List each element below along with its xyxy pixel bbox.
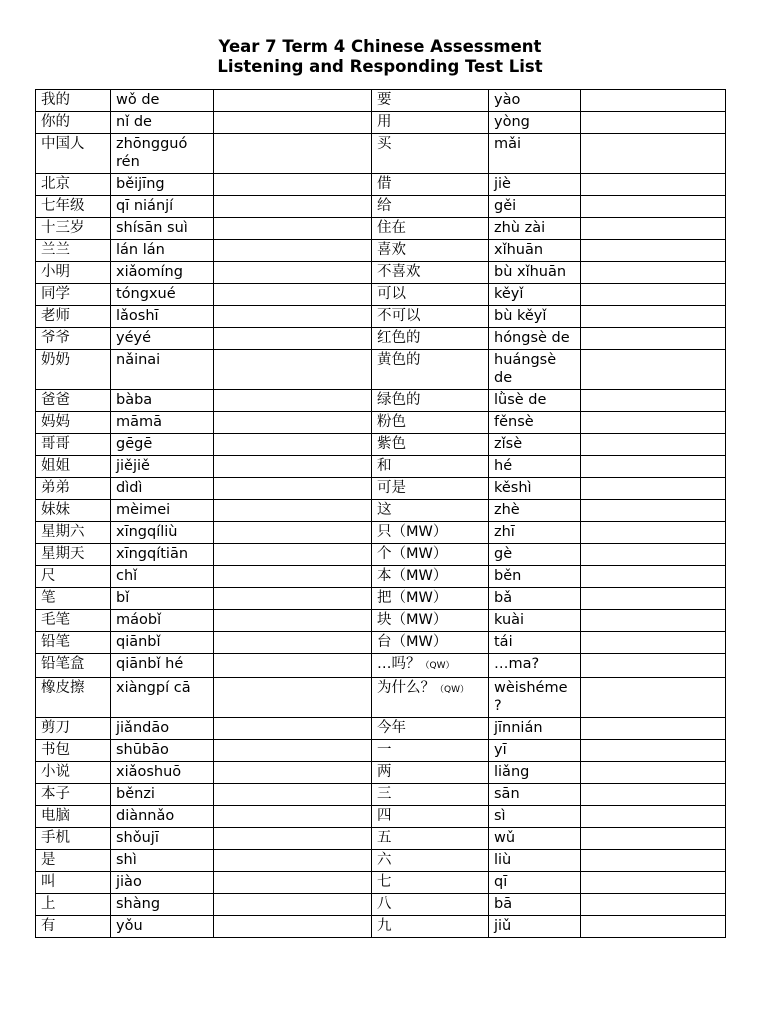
- pinyin-cell: shǒujī: [111, 828, 214, 850]
- pinyin-cell: mèimei: [111, 500, 214, 522]
- pinyin-cell: qī niánjí: [111, 196, 214, 218]
- pinyin-cell: jīnnián: [489, 718, 581, 740]
- hanzi-cell: 中国人: [36, 134, 111, 174]
- table-row: [36, 90, 726, 112]
- table-row: [36, 806, 726, 828]
- answer-cell[interactable]: [214, 916, 372, 938]
- pinyin-cell: wǔ: [489, 828, 581, 850]
- hanzi-cell: 红色的: [372, 328, 489, 350]
- answer-cell[interactable]: [214, 806, 372, 828]
- hanzi-cell: 八: [372, 894, 489, 916]
- pinyin-cell: kuài: [489, 610, 581, 632]
- hanzi-cell: 毛笔: [36, 610, 111, 632]
- pinyin-cell: xīngqítiān: [111, 544, 214, 566]
- hanzi-cell: 不可以: [372, 306, 489, 328]
- pinyin-cell: bù kěyǐ: [489, 306, 581, 328]
- answer-cell[interactable]: [214, 740, 372, 762]
- answer-cell[interactable]: [214, 196, 372, 218]
- hanzi-cell: 个（MW）: [372, 544, 489, 566]
- pinyin-cell: kěshì: [489, 478, 581, 500]
- table-row: [36, 740, 726, 762]
- pinyin-cell: nǎinai: [111, 350, 214, 390]
- pinyin-cell: zhī: [489, 522, 581, 544]
- table-row: [36, 134, 726, 174]
- pinyin-cell: hóngsè de: [489, 328, 581, 350]
- answer-cell[interactable]: [581, 806, 726, 828]
- pinyin-cell: yī: [489, 740, 581, 762]
- table-row: [36, 390, 726, 412]
- hanzi-cell: 一: [372, 740, 489, 762]
- table-row: [36, 654, 726, 678]
- pinyin-cell: lán lán: [111, 240, 214, 262]
- hanzi-cell: 电脑: [36, 806, 111, 828]
- pinyin-cell: bǎ: [489, 588, 581, 610]
- hanzi-cell: 老师: [36, 306, 111, 328]
- pinyin-cell: zhù zài: [489, 218, 581, 240]
- table-row: [36, 434, 726, 456]
- hanzi-cell: 笔: [36, 588, 111, 610]
- hanzi-cell: 今年: [372, 718, 489, 740]
- hanzi-cell: 书包: [36, 740, 111, 762]
- hanzi-cell: 北京: [36, 174, 111, 196]
- pinyin-cell: māmā: [111, 412, 214, 434]
- answer-cell[interactable]: [581, 718, 726, 740]
- pinyin-cell: lǜsè de: [489, 390, 581, 412]
- answer-cell[interactable]: [214, 522, 372, 544]
- table-row: [36, 262, 726, 284]
- table-row: [36, 218, 726, 240]
- vocabulary-table: [35, 89, 726, 938]
- table-row: [36, 544, 726, 566]
- pinyin-cell: jiè: [489, 174, 581, 196]
- pinyin-cell: wèishéme ?: [489, 678, 581, 718]
- answer-cell[interactable]: [214, 678, 372, 718]
- answer-cell[interactable]: [581, 740, 726, 762]
- hanzi-cell: [372, 678, 489, 718]
- answer-cell[interactable]: [581, 112, 726, 134]
- table-row: [36, 478, 726, 500]
- table-row: [36, 850, 726, 872]
- answer-cell[interactable]: [214, 350, 372, 390]
- table-row: [36, 240, 726, 262]
- answer-cell[interactable]: [214, 828, 372, 850]
- hanzi-cell: 可是: [372, 478, 489, 500]
- answer-cell[interactable]: [214, 112, 372, 134]
- table-row: [36, 588, 726, 610]
- hanzi-cell: 星期天: [36, 544, 111, 566]
- hanzi-cell: 买: [372, 134, 489, 174]
- answer-cell[interactable]: [214, 390, 372, 412]
- table-row: [36, 328, 726, 350]
- hanzi-cell: 是: [36, 850, 111, 872]
- pinyin-cell: bàba: [111, 390, 214, 412]
- pinyin-cell: běnzi: [111, 784, 214, 806]
- table-row: [36, 456, 726, 478]
- answer-cell[interactable]: [581, 762, 726, 784]
- pinyin-cell: xiàngpí cā: [111, 678, 214, 718]
- answer-cell[interactable]: [214, 872, 372, 894]
- table-row: [36, 828, 726, 850]
- table-row: [36, 762, 726, 784]
- table-row: [36, 678, 726, 718]
- hanzi-cell: 尺: [36, 566, 111, 588]
- answer-cell[interactable]: [214, 218, 372, 240]
- pinyin-cell: shàng: [111, 894, 214, 916]
- answer-cell[interactable]: [581, 456, 726, 478]
- hanzi-cell: 块（MW）: [372, 610, 489, 632]
- pinyin-cell: běijīng: [111, 174, 214, 196]
- hanzi-cell: [372, 654, 489, 678]
- hanzi-cell: 本子: [36, 784, 111, 806]
- answer-cell[interactable]: [214, 240, 372, 262]
- answer-cell[interactable]: [581, 828, 726, 850]
- pinyin-cell: lǎoshī: [111, 306, 214, 328]
- answer-cell[interactable]: [581, 174, 726, 196]
- hanzi-cell: 哥哥: [36, 434, 111, 456]
- hanzi-cell: 小明: [36, 262, 111, 284]
- answer-cell[interactable]: [581, 262, 726, 284]
- hanzi-cell: 四: [372, 806, 489, 828]
- pinyin-cell: gēgē: [111, 434, 214, 456]
- hanzi-cell: 七年级: [36, 196, 111, 218]
- hanzi-cell: 借: [372, 174, 489, 196]
- vocabulary-table-body: [36, 90, 726, 938]
- pinyin-cell: gěi: [489, 196, 581, 218]
- hanzi-cell: 紫色: [372, 434, 489, 456]
- pinyin-cell: mǎi: [489, 134, 581, 174]
- pinyin-cell: qiānbǐ: [111, 632, 214, 654]
- pinyin-cell: …ma?: [489, 654, 581, 678]
- pinyin-cell: zhōngguó rén: [111, 134, 214, 174]
- answer-cell[interactable]: [581, 916, 726, 938]
- answer-cell[interactable]: [214, 306, 372, 328]
- table-row: [36, 112, 726, 134]
- hanzi-cell: 橡皮擦: [36, 678, 111, 718]
- answer-cell[interactable]: [214, 478, 372, 500]
- hanzi-cell: 妈妈: [36, 412, 111, 434]
- hanzi-cell: 爷爷: [36, 328, 111, 350]
- table-row: [36, 174, 726, 196]
- hanzi-cell: 铅笔: [36, 632, 111, 654]
- hanzi-cell: 只（MW）: [372, 522, 489, 544]
- pinyin-cell: bù xǐhuān: [489, 262, 581, 284]
- pinyin-cell: xīngqíliù: [111, 522, 214, 544]
- table-row: [36, 894, 726, 916]
- answer-cell[interactable]: [581, 306, 726, 328]
- hanzi-cell: 姐姐: [36, 456, 111, 478]
- hanzi-cell: 把（MW）: [372, 588, 489, 610]
- answer-cell[interactable]: [581, 678, 726, 718]
- answer-cell[interactable]: [214, 328, 372, 350]
- hanzi-cell: 五: [372, 828, 489, 850]
- hanzi-cell: 奶奶: [36, 350, 111, 390]
- pinyin-cell: wǒ de: [111, 90, 214, 112]
- hanzi-cell: 你的: [36, 112, 111, 134]
- pinyin-cell: zhè: [489, 500, 581, 522]
- answer-cell[interactable]: [214, 632, 372, 654]
- pinyin-cell: bǐ: [111, 588, 214, 610]
- pinyin-cell: diànnǎo: [111, 806, 214, 828]
- pinyin-cell: chǐ: [111, 566, 214, 588]
- hanzi-cell: 同学: [36, 284, 111, 306]
- hanzi-cell: 这: [372, 500, 489, 522]
- hanzi-cell: 要: [372, 90, 489, 112]
- pinyin-cell: máobǐ: [111, 610, 214, 632]
- answer-cell[interactable]: [581, 588, 726, 610]
- hanzi-cell: 绿色的: [372, 390, 489, 412]
- hanzi-cell: 两: [372, 762, 489, 784]
- answer-cell[interactable]: [581, 412, 726, 434]
- answer-cell[interactable]: [214, 262, 372, 284]
- table-row: [36, 784, 726, 806]
- answer-cell[interactable]: [581, 522, 726, 544]
- hanzi-cell: 住在: [372, 218, 489, 240]
- answer-cell[interactable]: [581, 632, 726, 654]
- answer-cell[interactable]: [581, 784, 726, 806]
- pinyin-cell: qiānbǐ hé: [111, 654, 214, 678]
- answer-cell[interactable]: [581, 544, 726, 566]
- hanzi-cell: 用: [372, 112, 489, 134]
- pinyin-cell: sì: [489, 806, 581, 828]
- answer-cell[interactable]: [214, 284, 372, 306]
- hanzi-cell: 九: [372, 916, 489, 938]
- answer-cell[interactable]: [581, 872, 726, 894]
- pinyin-cell: shūbāo: [111, 740, 214, 762]
- answer-cell[interactable]: [214, 718, 372, 740]
- answer-cell[interactable]: [581, 894, 726, 916]
- answer-cell[interactable]: [214, 610, 372, 632]
- answer-cell[interactable]: [214, 134, 372, 174]
- answer-cell[interactable]: [581, 850, 726, 872]
- pinyin-cell: sān: [489, 784, 581, 806]
- hanzi-cell: 叫: [36, 872, 111, 894]
- answer-cell[interactable]: [214, 174, 372, 196]
- hanzi-text: …吗？: [377, 656, 421, 672]
- answer-cell[interactable]: [581, 240, 726, 262]
- table-row: [36, 522, 726, 544]
- hanzi-cell: 台（MW）: [372, 632, 489, 654]
- answer-cell[interactable]: [581, 196, 726, 218]
- table-row: [36, 284, 726, 306]
- question-word-tag: （QW）: [420, 661, 455, 671]
- hanzi-cell: 铅笔盒: [36, 654, 111, 678]
- answer-cell[interactable]: [214, 588, 372, 610]
- pinyin-cell: shì: [111, 850, 214, 872]
- hanzi-cell: 六: [372, 850, 489, 872]
- pinyin-cell: hé: [489, 456, 581, 478]
- answer-cell[interactable]: [581, 90, 726, 112]
- answer-cell[interactable]: [214, 654, 372, 678]
- answer-cell[interactable]: [214, 894, 372, 916]
- table-row: [36, 916, 726, 938]
- hanzi-cell: 黄色的: [372, 350, 489, 390]
- pinyin-cell: zǐsè: [489, 434, 581, 456]
- hanzi-cell: 小说: [36, 762, 111, 784]
- hanzi-cell: 爸爸: [36, 390, 111, 412]
- answer-cell[interactable]: [581, 284, 726, 306]
- answer-cell[interactable]: [214, 784, 372, 806]
- answer-cell[interactable]: [214, 412, 372, 434]
- answer-cell[interactable]: [581, 566, 726, 588]
- pinyin-cell: jiào: [111, 872, 214, 894]
- pinyin-cell: jiǔ: [489, 916, 581, 938]
- hanzi-cell: 弟弟: [36, 478, 111, 500]
- table-row: [36, 500, 726, 522]
- table-row: [36, 718, 726, 740]
- answer-cell[interactable]: [581, 434, 726, 456]
- answer-cell[interactable]: [214, 762, 372, 784]
- hanzi-cell: 剪刀: [36, 718, 111, 740]
- table-row: [36, 610, 726, 632]
- answer-cell[interactable]: [214, 500, 372, 522]
- pinyin-cell: xiǎoshuō: [111, 762, 214, 784]
- pinyin-cell: tóngxué: [111, 284, 214, 306]
- hanzi-cell: 喜欢: [372, 240, 489, 262]
- answer-cell[interactable]: [581, 654, 726, 678]
- table-row: [36, 196, 726, 218]
- answer-cell[interactable]: [581, 478, 726, 500]
- answer-cell[interactable]: [214, 90, 372, 112]
- hanzi-cell: 我的: [36, 90, 111, 112]
- pinyin-cell: dìdì: [111, 478, 214, 500]
- hanzi-cell: 有: [36, 916, 111, 938]
- answer-cell[interactable]: [214, 544, 372, 566]
- answer-cell[interactable]: [581, 134, 726, 174]
- answer-cell[interactable]: [581, 610, 726, 632]
- hanzi-cell: 星期六: [36, 522, 111, 544]
- answer-cell[interactable]: [214, 850, 372, 872]
- hanzi-cell: 十三岁: [36, 218, 111, 240]
- pinyin-cell: jiějiě: [111, 456, 214, 478]
- hanzi-cell: 兰兰: [36, 240, 111, 262]
- answer-cell[interactable]: [581, 390, 726, 412]
- pinyin-cell: shísān suì: [111, 218, 214, 240]
- hanzi-cell: 三: [372, 784, 489, 806]
- pinyin-cell: liù: [489, 850, 581, 872]
- pinyin-cell: xǐhuān: [489, 240, 581, 262]
- answer-cell[interactable]: [214, 566, 372, 588]
- pinyin-cell: jiǎndāo: [111, 718, 214, 740]
- hanzi-cell: 和: [372, 456, 489, 478]
- pinyin-cell: tái: [489, 632, 581, 654]
- pinyin-cell: qī: [489, 872, 581, 894]
- pinyin-cell: liǎng: [489, 762, 581, 784]
- title-line-2: Listening and Responding Test List: [217, 57, 543, 76]
- title-line-1: Year 7 Term 4 Chinese Assessment: [218, 37, 542, 56]
- table-row: [36, 872, 726, 894]
- hanzi-cell: 粉色: [372, 412, 489, 434]
- hanzi-cell: 不喜欢: [372, 262, 489, 284]
- answer-cell[interactable]: [581, 500, 726, 522]
- pinyin-cell: yào: [489, 90, 581, 112]
- pinyin-cell: kěyǐ: [489, 284, 581, 306]
- hanzi-cell: 本（MW）: [372, 566, 489, 588]
- hanzi-cell: 手机: [36, 828, 111, 850]
- answer-cell[interactable]: [581, 350, 726, 390]
- answer-cell[interactable]: [214, 434, 372, 456]
- answer-cell[interactable]: [581, 328, 726, 350]
- hanzi-cell: 可以: [372, 284, 489, 306]
- answer-cell[interactable]: [581, 218, 726, 240]
- pinyin-cell: yéyé: [111, 328, 214, 350]
- hanzi-cell: 妹妹: [36, 500, 111, 522]
- pinyin-cell: běn: [489, 566, 581, 588]
- pinyin-cell: yòng: [489, 112, 581, 134]
- table-row: [36, 632, 726, 654]
- hanzi-cell: 七: [372, 872, 489, 894]
- table-row: [36, 306, 726, 328]
- table-row: [36, 350, 726, 390]
- question-word-tag: （QW）: [435, 685, 469, 695]
- pinyin-cell: fěnsè: [489, 412, 581, 434]
- pinyin-cell: nǐ de: [111, 112, 214, 134]
- page-title: [0, 37, 760, 77]
- pinyin-cell: gè: [489, 544, 581, 566]
- pinyin-cell: huángsè de: [489, 350, 581, 390]
- hanzi-cell: 上: [36, 894, 111, 916]
- answer-cell[interactable]: [214, 456, 372, 478]
- table-row: [36, 566, 726, 588]
- pinyin-cell: xiǎomíng: [111, 262, 214, 284]
- hanzi-text: 为什么？: [377, 680, 435, 696]
- table-row: [36, 412, 726, 434]
- pinyin-cell: bā: [489, 894, 581, 916]
- pinyin-cell: yǒu: [111, 916, 214, 938]
- hanzi-cell: 给: [372, 196, 489, 218]
